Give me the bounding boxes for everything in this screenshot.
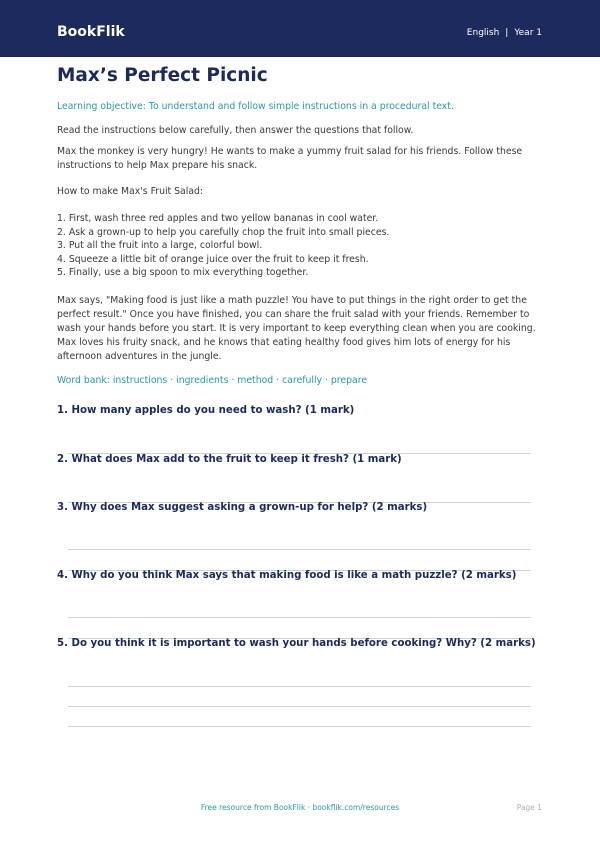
instruction-step: 3. Put all the fruit into a large, colorful bowl. xyxy=(57,239,547,253)
question-4: 4. Why do you think Max says that making food is like a math puzzle? (2 marks) xyxy=(57,570,517,581)
instruction-list xyxy=(57,212,547,280)
answer-line[interactable] xyxy=(68,726,531,727)
instruction-step: 5. Finally, use a big spoon to mix everything together. xyxy=(57,266,547,280)
answer-line[interactable] xyxy=(68,617,531,618)
instruction-step: 4. Squeeze a little bit of orange juice over the fruit to keep it fresh. xyxy=(57,253,547,267)
intro-text: Read the instructions below carefully, then answer the questions that follow. xyxy=(57,125,414,136)
brand-logo: BookFlik xyxy=(57,24,125,40)
answer-line[interactable] xyxy=(68,706,531,707)
quote-paragraph: Max says, "Making food is just like a math puzzle! You have to put things in the right order to get the perfect result." Once you have finished, you can share the fruit salad with your friends. Remember to wash your hands before you start. It is very important to keep everything clean when you are cooking. Max loves his fruity snack, and he knows that eating healthy food gives him lots of energy for his afternoon adventures in the jungle. xyxy=(57,295,536,362)
story-paragraph: Max the monkey is very hungry! He wants to make a yummy fruit salad for his friends. Follow these instructions to help Max prepare his snack. xyxy=(57,146,523,171)
question-1: 1. How many apples do you need to wash? (1 mark) xyxy=(57,405,355,416)
learning-objective: Learning objective: To understand and follow simple instructions in a procedural text. xyxy=(57,101,454,112)
year-label: Year 1 xyxy=(514,28,542,38)
meta-separator: | xyxy=(505,28,509,38)
answer-line[interactable] xyxy=(68,686,531,687)
instruction-step: 2. Ask a grown-up to help you carefully chop the fruit into small pieces. xyxy=(57,226,547,240)
header-bar xyxy=(0,0,600,57)
question-2: 2. What does Max add to the fruit to keep it fresh? (1 mark) xyxy=(57,454,402,465)
footer-credit: Free resource from BookFlik · bookflik.com/resources xyxy=(200,803,400,812)
subject-label: English xyxy=(466,28,500,38)
question-5: 5. Do you think it is important to wash your hands before cooking? Why? (2 marks) xyxy=(57,638,536,649)
recipe-heading: How to make Max's Fruit Salad: xyxy=(57,186,204,197)
question-3: 3. Why does Max suggest asking a grown-up for help? (2 marks) xyxy=(57,502,428,513)
word-bank: Word bank: instructions · ingredients · method · carefully · prepare xyxy=(57,375,368,386)
page-title: Max’s Perfect Picnic xyxy=(57,65,268,86)
page-number: Page 1 xyxy=(516,803,542,812)
subject-year-label xyxy=(467,28,542,38)
answer-line[interactable] xyxy=(68,549,531,550)
instruction-step: 1. First, wash three red apples and two yellow bananas in cool water. xyxy=(57,212,547,226)
